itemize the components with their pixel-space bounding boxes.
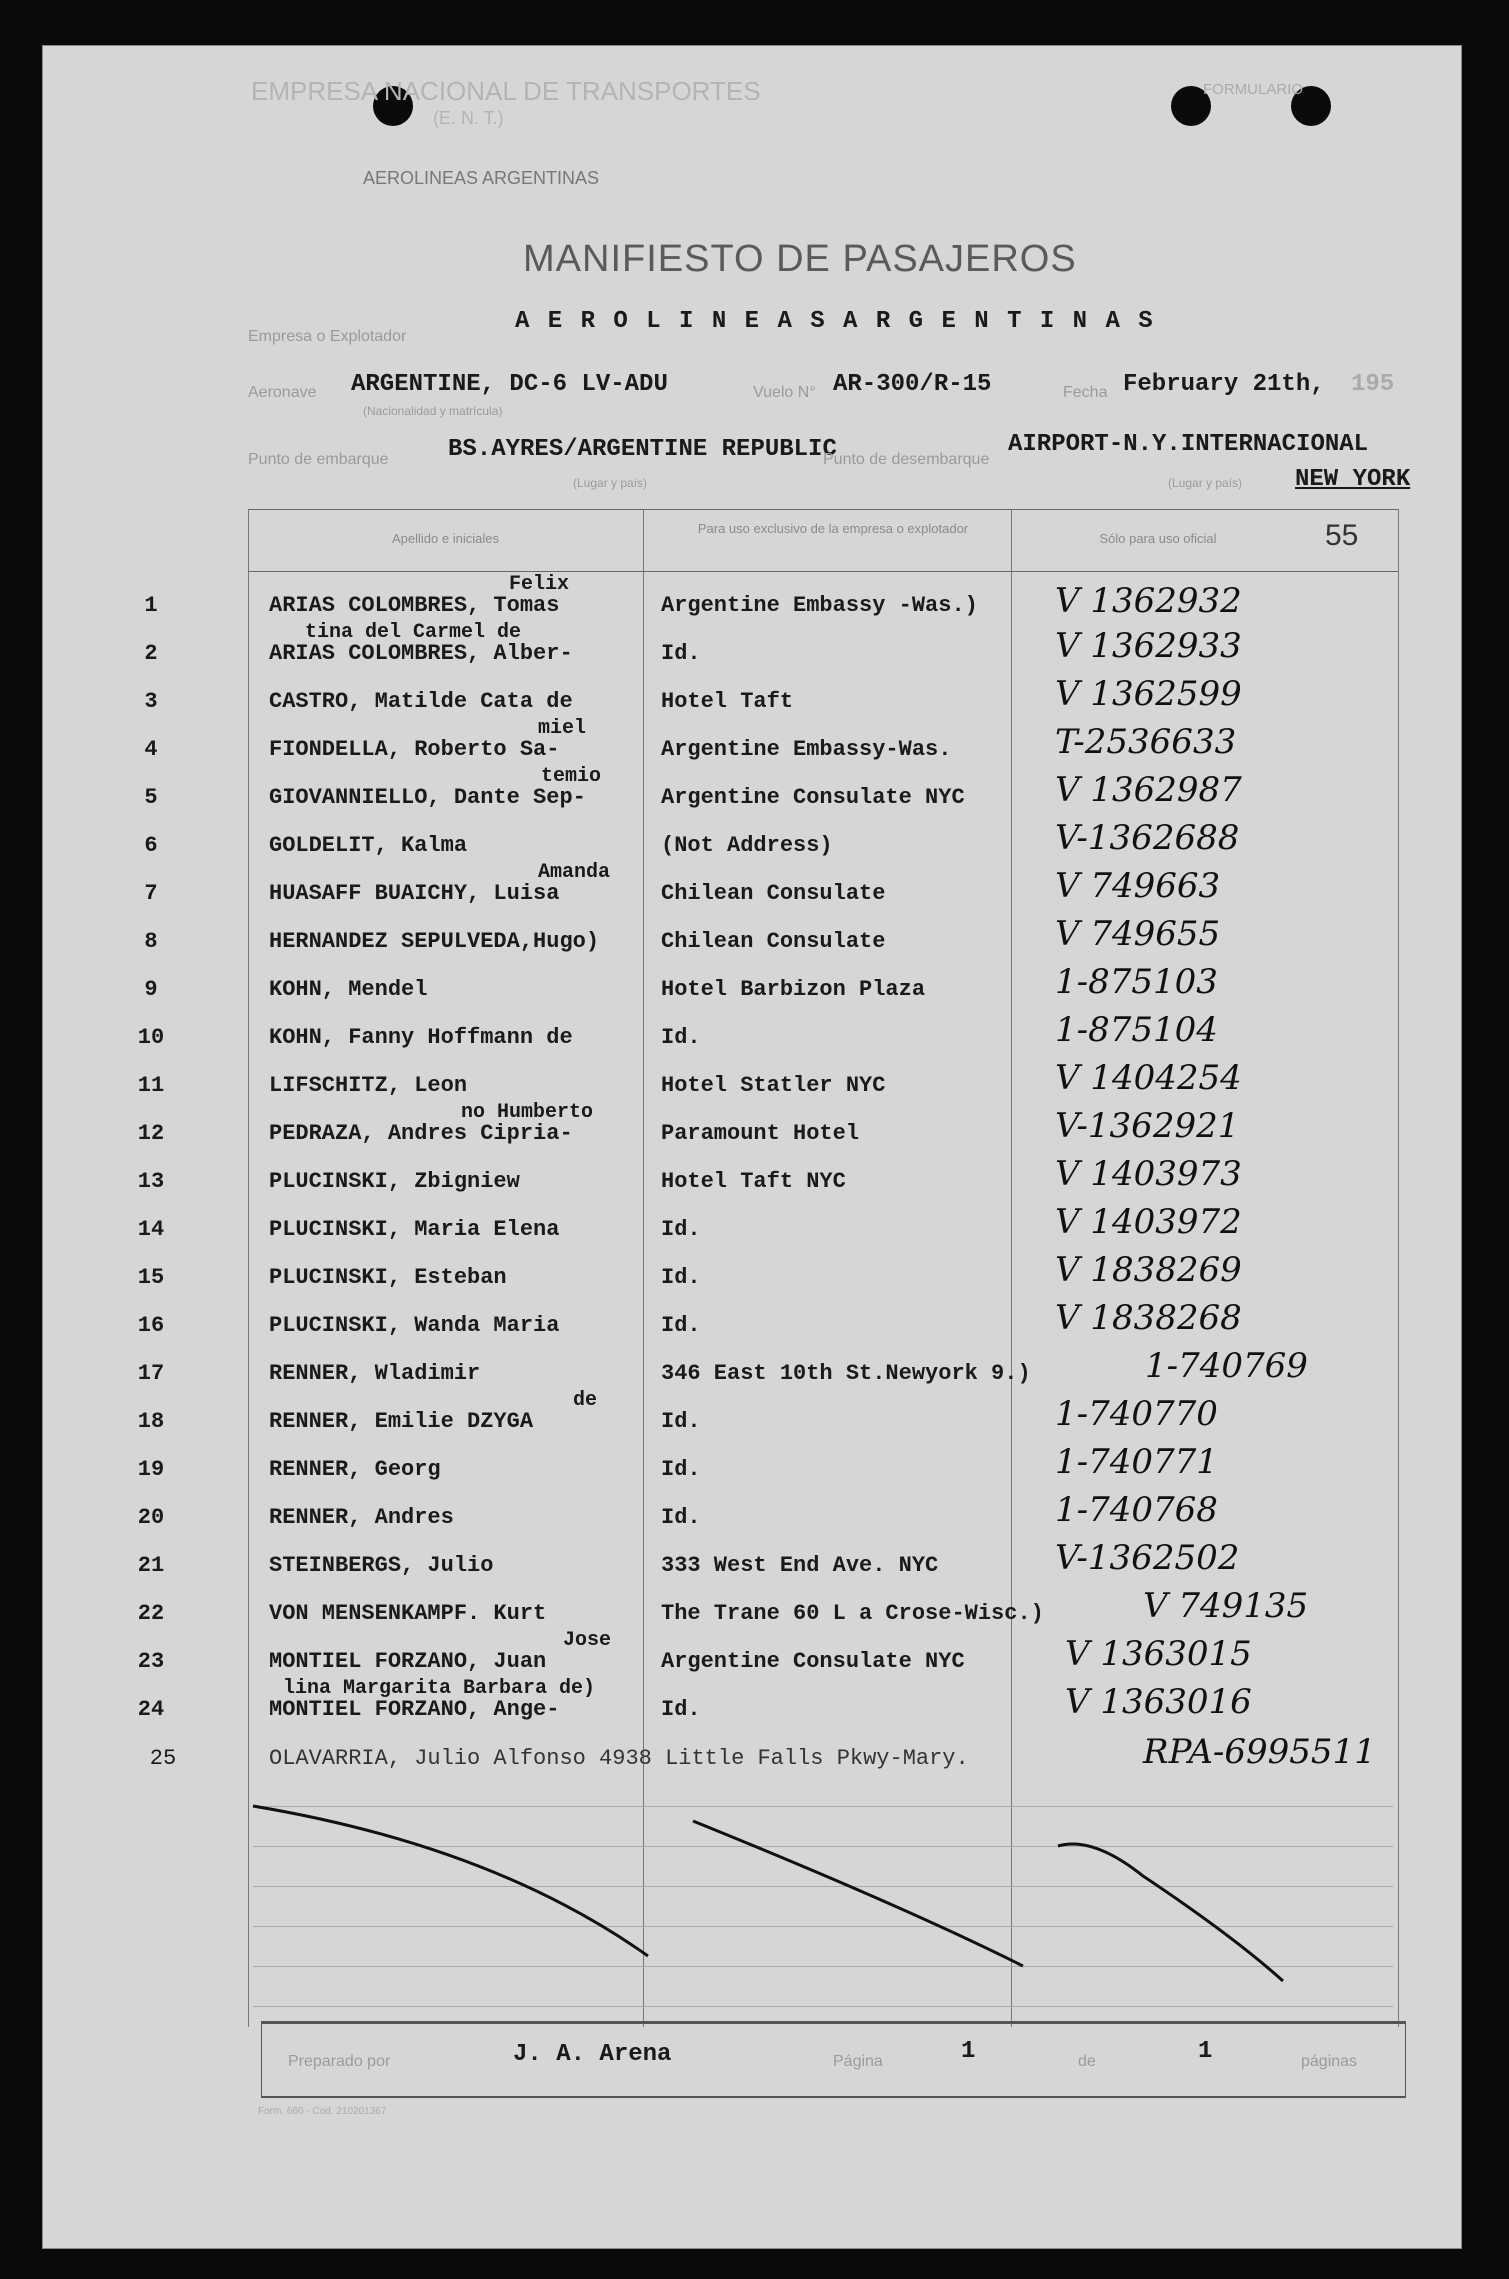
row-number: 3 bbox=[144, 689, 158, 714]
official-number: V 1362599 bbox=[1055, 674, 1242, 714]
row-number: 10 bbox=[137, 1025, 165, 1050]
name-continuation: miel bbox=[538, 717, 587, 740]
passenger-name: RENNER, Emilie DZYGA bbox=[269, 1409, 534, 1434]
official-number: V 1363015 bbox=[1065, 1634, 1252, 1674]
row-number: 5 bbox=[144, 785, 158, 810]
passenger-name: FIONDELLA, Roberto Sa- bbox=[269, 737, 560, 762]
official-number: V 1404254 bbox=[1055, 1058, 1242, 1098]
row-number: 25 bbox=[149, 1746, 177, 1771]
passenger-name: OLAVARRIA, Julio Alfonso 4938 Little Falls Pkwy-Mary. bbox=[269, 1746, 969, 1771]
row-number: 8 bbox=[144, 929, 158, 954]
official-number: V 1838268 bbox=[1055, 1298, 1242, 1338]
row-number: 21 bbox=[137, 1553, 165, 1578]
passenger-address: Hotel Barbizon Plaza bbox=[661, 977, 926, 1002]
passenger-name: STEINBERGS, Julio bbox=[269, 1553, 494, 1578]
manifest-sheet bbox=[42, 45, 1462, 2249]
passenger-address: Id. bbox=[661, 1505, 701, 1530]
official-number: V 1362933 bbox=[1055, 626, 1242, 666]
row-number: 22 bbox=[137, 1601, 165, 1626]
total-pages-value: 1 bbox=[1198, 2038, 1213, 2065]
official-number: 1-740770 bbox=[1055, 1394, 1218, 1434]
row-number: 20 bbox=[137, 1505, 165, 1530]
official-number: 1-740768 bbox=[1055, 1490, 1218, 1530]
official-number: V 1403972 bbox=[1055, 1202, 1242, 1242]
official-number: V 1363016 bbox=[1065, 1682, 1252, 1722]
official-number: V-1362688 bbox=[1055, 818, 1240, 858]
letterhead-airline: AEROLINEAS ARGENTINAS bbox=[363, 168, 600, 188]
passenger-name: LIFSCHITZ, Leon bbox=[269, 1073, 468, 1098]
passenger-name: CASTRO, Matilde Cata de bbox=[269, 689, 573, 714]
pagina-label: Página bbox=[833, 2053, 883, 2070]
row-number: 14 bbox=[137, 1217, 165, 1242]
passenger-address: Chilean Consulate bbox=[661, 881, 886, 906]
embarque-value: BS.AYRES/ARGENTINE REPUBLIC bbox=[448, 436, 837, 463]
row-number: 18 bbox=[137, 1409, 165, 1434]
letterhead-company: EMPRESA NACIONAL DE TRANSPORTES bbox=[251, 76, 761, 106]
page-title: MANIFIESTO DE PASAJEROS bbox=[523, 238, 1077, 280]
passenger-address: Argentine Embassy -Was.) bbox=[661, 593, 978, 618]
passenger-name: MONTIEL FORZANO, Ange- bbox=[269, 1697, 560, 1722]
passenger-address: Hotel Statler NYC bbox=[661, 1073, 886, 1098]
official-number: T-2536633 bbox=[1055, 722, 1237, 762]
passenger-name: GIOVANNIELLO, Dante Sep- bbox=[269, 785, 586, 810]
lugar-label: (Lugar y país) bbox=[573, 476, 648, 490]
row-number: 7 bbox=[144, 881, 158, 906]
passenger-address: Id. bbox=[661, 1457, 701, 1482]
row-number: 19 bbox=[137, 1457, 165, 1482]
preparado-label: Preparado por bbox=[288, 2053, 391, 2070]
passenger-address: Id. bbox=[661, 641, 701, 666]
official-number: V 1362932 bbox=[1055, 581, 1242, 621]
name-continuation: Jose bbox=[563, 1629, 612, 1652]
form-code: Form. 660 - Cod. 210201367 bbox=[258, 2106, 387, 2117]
passenger-address: 333 West End Ave. NYC bbox=[661, 1553, 939, 1578]
name-continuation: Felix bbox=[509, 573, 570, 596]
official-number: V 749135 bbox=[1143, 1586, 1309, 1626]
passenger-name: ARIAS COLOMBRES, Tomas bbox=[269, 593, 560, 618]
fecha-year: 195 bbox=[1351, 371, 1395, 398]
passenger-name: HUASAFF BUAICHY, Luisa bbox=[269, 881, 560, 906]
passenger-name: HERNANDEZ SEPULVEDA,Hugo) bbox=[269, 929, 600, 954]
name-continuation: temio bbox=[541, 765, 602, 788]
passenger-address: Id. bbox=[661, 1025, 701, 1050]
vuelo-value: AR-300/R-15 bbox=[833, 371, 992, 398]
name-continuation: lina Margarita Barbara de) bbox=[283, 1677, 596, 1700]
passenger-address: The Trane 60 L a Crose-Wisc.) bbox=[661, 1601, 1044, 1626]
lugar-label-2: (Lugar y país) bbox=[1168, 476, 1243, 490]
passenger-name: KOHN, Mendel bbox=[269, 977, 428, 1002]
paginas-label: páginas bbox=[1301, 2053, 1358, 2070]
aeronave-label: Aeronave bbox=[248, 384, 317, 401]
aeronave-value: ARGENTINE, DC-6 LV-ADU bbox=[351, 371, 668, 398]
fecha-label: Fecha bbox=[1063, 384, 1108, 401]
passenger-name: PLUCINSKI, Wanda Maria bbox=[269, 1313, 560, 1338]
row-number: 17 bbox=[137, 1361, 165, 1386]
passenger-address: Hotel Taft NYC bbox=[661, 1169, 846, 1194]
passenger-name: PLUCINSKI, Maria Elena bbox=[269, 1217, 560, 1242]
passenger-name: RENNER, Andres bbox=[269, 1505, 454, 1530]
official-number: 1-875103 bbox=[1055, 962, 1218, 1002]
passenger-name: MONTIEL FORZANO, Juan bbox=[269, 1649, 547, 1674]
letterhead-ent: (E. N. T.) bbox=[433, 108, 504, 128]
row-number: 1 bbox=[144, 593, 158, 618]
official-count: 55 bbox=[1325, 519, 1359, 552]
row-number: 23 bbox=[137, 1649, 165, 1674]
nacionalidad-label: (Nacionalidad y matrícula) bbox=[363, 404, 503, 418]
passenger-name: RENNER, Georg bbox=[269, 1457, 441, 1482]
passenger-address: Id. bbox=[661, 1697, 701, 1722]
official-number: V 1838269 bbox=[1055, 1250, 1242, 1290]
row-number: 12 bbox=[137, 1121, 165, 1146]
row-number: 2 bbox=[144, 641, 158, 666]
row-number: 9 bbox=[144, 977, 158, 1002]
passenger-name: PLUCINSKI, Esteban bbox=[269, 1265, 507, 1290]
passenger-name: PEDRAZA, Andres Cipria- bbox=[269, 1121, 573, 1146]
row-number: 11 bbox=[137, 1073, 165, 1098]
column-header-company: Para uso exclusivo de la empresa o explotador bbox=[697, 521, 969, 536]
empresa-value: A E R O L I N E A S A R G E N T I N A S bbox=[515, 308, 1155, 335]
passenger-address: Paramount Hotel bbox=[661, 1121, 860, 1146]
passenger-address: Id. bbox=[661, 1217, 701, 1242]
passenger-name: KOHN, Fanny Hoffmann de bbox=[269, 1025, 573, 1050]
passenger-name: VON MENSENKAMPF. Kurt bbox=[269, 1601, 547, 1626]
passenger-address: Chilean Consulate bbox=[661, 929, 886, 954]
passenger-address: Argentine Consulate NYC bbox=[661, 785, 965, 810]
row-number: 16 bbox=[137, 1313, 165, 1338]
passenger-address: (Not Address) bbox=[661, 833, 833, 858]
column-header-name: Apellido e iniciales bbox=[392, 531, 499, 546]
row-number: 6 bbox=[144, 833, 158, 858]
passenger-name: GOLDELIT, Kalma bbox=[269, 833, 468, 858]
vuelo-label: Vuelo N° bbox=[753, 384, 816, 401]
void-strokes bbox=[43, 46, 1461, 2248]
row-number: 13 bbox=[137, 1169, 165, 1194]
official-number: V 1362987 bbox=[1055, 770, 1242, 810]
row-number: 4 bbox=[144, 737, 158, 762]
passenger-address: Id. bbox=[661, 1409, 701, 1434]
official-number: 1-875104 bbox=[1055, 1010, 1218, 1050]
desembarque-city: NEW YORK bbox=[1295, 466, 1411, 493]
name-continuation: de bbox=[573, 1389, 598, 1412]
official-number: 1-740769 bbox=[1145, 1346, 1308, 1386]
passenger-address: Hotel Taft bbox=[661, 689, 794, 714]
passenger-name: RENNER, Wladimir bbox=[269, 1361, 481, 1386]
embarque-label: Punto de embarque bbox=[248, 451, 389, 468]
row-number: 15 bbox=[137, 1265, 165, 1290]
passenger-address: 346 East 10th St.Newyork 9.) bbox=[661, 1361, 1031, 1386]
preparado-value: J. A. Arena bbox=[513, 2041, 672, 2068]
official-number: V 749655 bbox=[1055, 914, 1221, 954]
desembarque-label: Punto de desembarque bbox=[823, 451, 990, 468]
name-continuation: no Humberto bbox=[461, 1101, 594, 1124]
passenger-address: Id. bbox=[661, 1265, 701, 1290]
passenger-address: Argentine Consulate NYC bbox=[661, 1649, 965, 1674]
name-continuation: tina del Carmel de bbox=[305, 621, 522, 644]
de-label: de bbox=[1078, 2053, 1096, 2070]
form-label: FORMULARIO bbox=[1203, 81, 1304, 98]
column-header-official: Sólo para uso oficial bbox=[1099, 531, 1217, 546]
row-number: 24 bbox=[137, 1697, 165, 1722]
passenger-address: Argentine Embassy-Was. bbox=[661, 737, 952, 762]
passenger-name: PLUCINSKI, Zbigniew bbox=[269, 1169, 520, 1194]
official-number: V 1403973 bbox=[1055, 1154, 1242, 1194]
official-number: V-1362921 bbox=[1055, 1106, 1240, 1146]
empresa-label: Empresa o Explotador bbox=[248, 328, 407, 345]
official-number: V 749663 bbox=[1055, 866, 1221, 906]
fecha-value: February 21th, bbox=[1123, 371, 1325, 398]
name-continuation: Amanda bbox=[538, 861, 611, 884]
passenger-name: ARIAS COLOMBRES, Alber- bbox=[269, 641, 573, 666]
passenger-address: Id. bbox=[661, 1313, 701, 1338]
official-number: 1-740771 bbox=[1055, 1442, 1218, 1482]
pagina-value: 1 bbox=[961, 2038, 976, 2065]
official-number: V-1362502 bbox=[1055, 1538, 1240, 1578]
desembarque-value: AIRPORT-N.Y.INTERNACIONAL bbox=[1008, 431, 1369, 458]
official-number: RPA-6995511 bbox=[1143, 1732, 1376, 1772]
